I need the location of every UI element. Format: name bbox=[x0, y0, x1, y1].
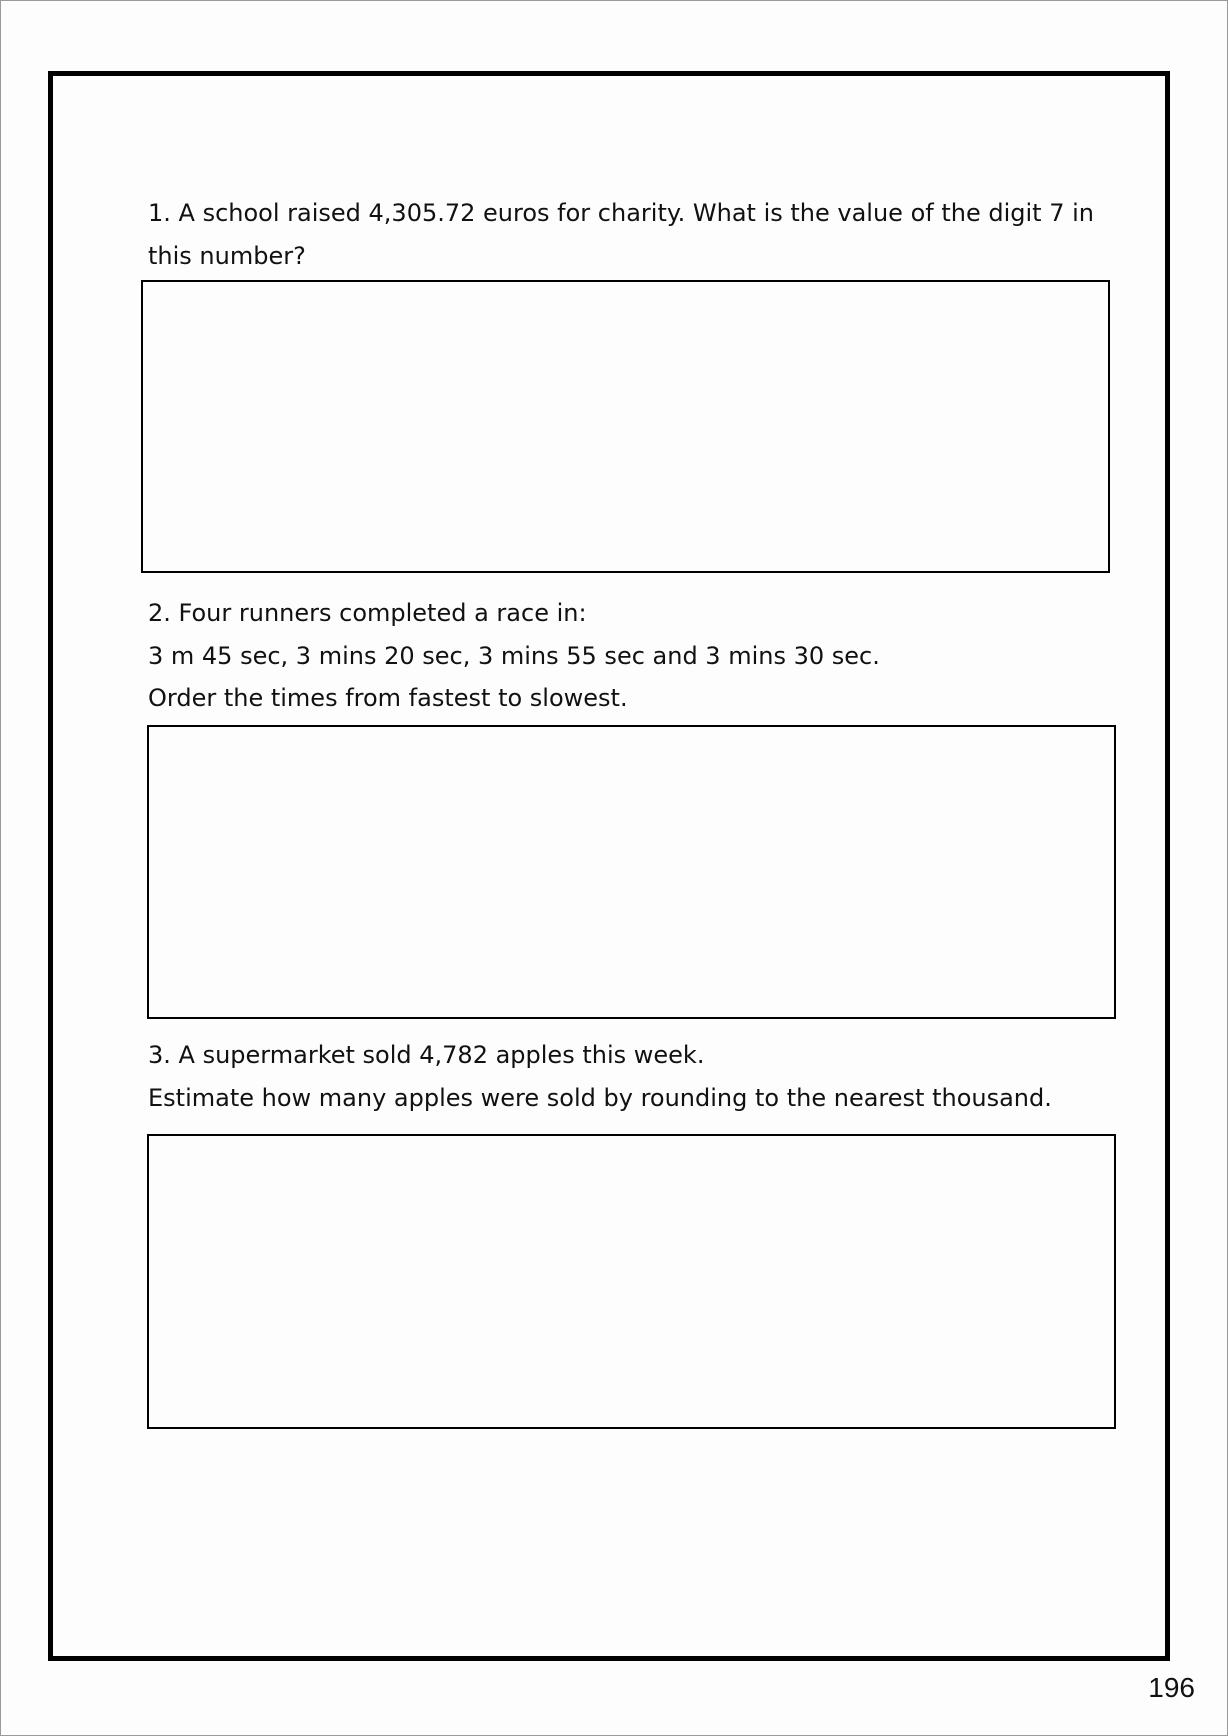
question-1-answer-box[interactable] bbox=[141, 280, 1110, 573]
question-2-answer-box[interactable] bbox=[147, 725, 1116, 1019]
question-2-line-1: 2. Four runners completed a race in: bbox=[148, 599, 587, 627]
question-3-line-2: Estimate how many apples were sold by rounding to the nearest thousand. bbox=[148, 1084, 1052, 1112]
question-3-answer-box[interactable] bbox=[147, 1134, 1116, 1429]
question-3-line-1: 3. A supermarket sold 4,782 apples this week. bbox=[148, 1041, 705, 1069]
question-2-line-3: Order the times from fastest to slowest. bbox=[148, 684, 628, 712]
question-2-line-2: 3 m 45 sec, 3 mins 20 sec, 3 mins 55 sec and 3 mins 30 sec. bbox=[148, 642, 880, 670]
page-number: 196 bbox=[1148, 1672, 1195, 1703]
question-1-line-1: 1. A school raised 4,305.72 euros for charity. What is the value of the digit 7 in bbox=[148, 199, 1094, 227]
question-1-line-2: this number? bbox=[148, 242, 306, 270]
